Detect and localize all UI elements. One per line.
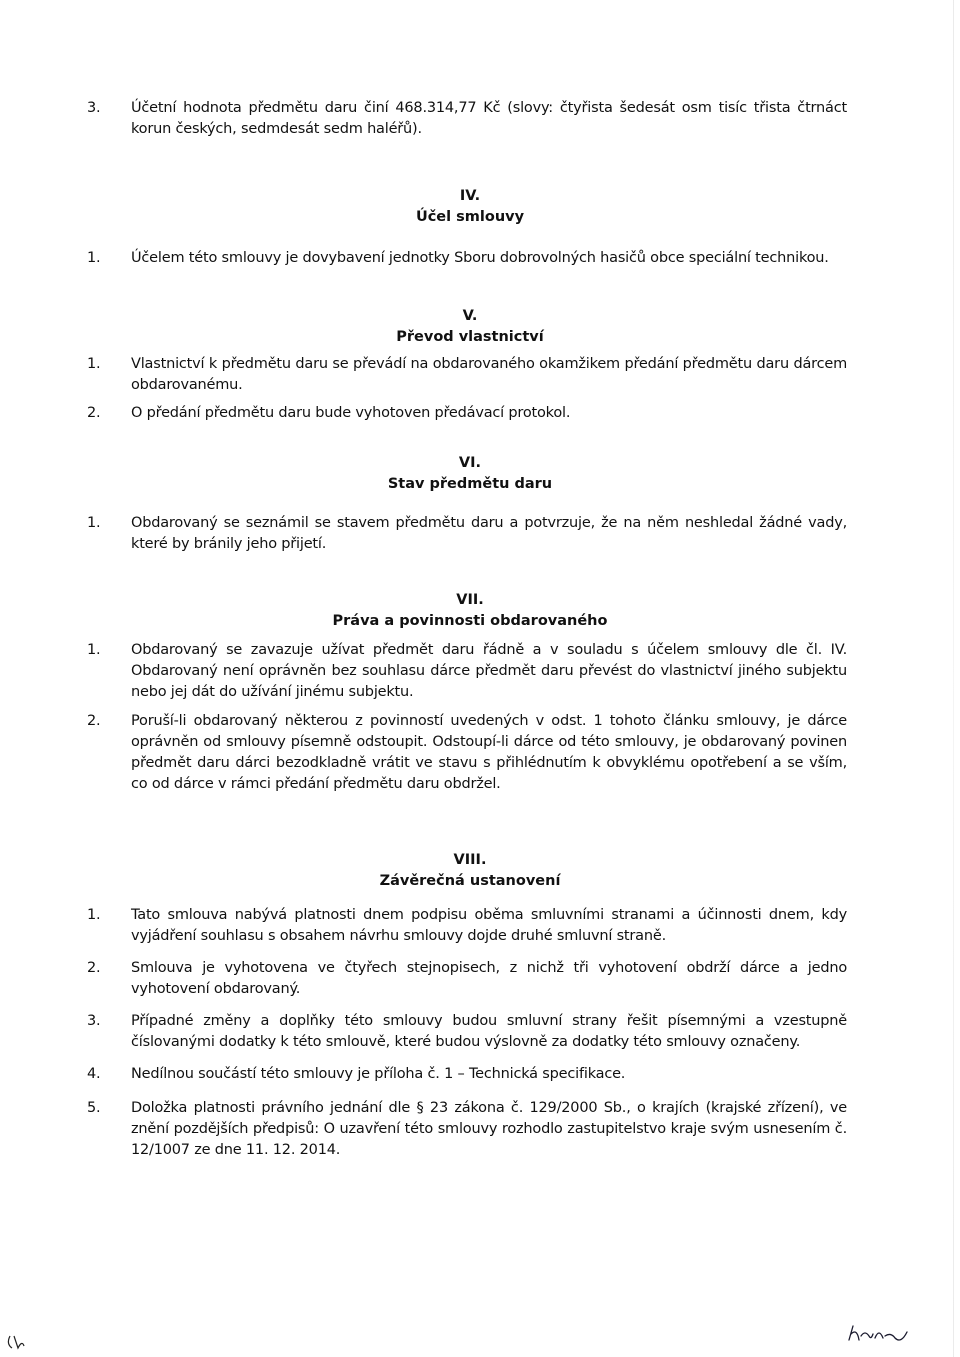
item-number: 1. (87, 356, 101, 372)
section-viii-title: Závěrečná ustanovení (379, 873, 561, 889)
item-text: Obdarovaný se zavazuje užívat předmět daru řádně a v souladu s účelem smlouvy dle čl. IV. Obdarovaný není oprávněn bez souhlasu dárce předmět daru převést do vlastnictví jiného subjektu nebo jej dát do užívání jinému subjektu. (131, 642, 847, 700)
item-number: 3. (87, 1013, 101, 1029)
item-number: 1. (87, 515, 101, 531)
item-text: O předání předmětu daru bude vyhotoven předávací protokol. (131, 405, 571, 421)
item-text: Účelem této smlouvy je dovybavení jednotky Sboru dobrovolných hasičů obce speciální technikou. (131, 250, 829, 266)
item-number: 3. (87, 100, 101, 116)
item-text: Účetní hodnota předmětu daru činí 468.314,77 Kč (slovy: čtyřista šedesát osm tisíc třista čtrnáct korun českých, sedmdesát sedm haléřů). (131, 100, 847, 137)
section-iv-item-1 (87, 248, 847, 269)
section-vi-heading (220, 453, 720, 495)
item-number: 2. (87, 960, 101, 976)
item-3-accounting-value (87, 98, 847, 140)
section-viii-item-4 (87, 1064, 847, 1085)
item-text: Smlouva je vyhotovena ve čtyřech stejnopisech, z nichž tři vyhotovení obdrží dárce a jedno vyhotovení obdarovaný. (131, 960, 847, 997)
item-text: Poruší-li obdarovaný některou z povinností uvedených v odst. 1 tohoto článku smlouvy, je dárce oprávněn od smlouvy písemně odstoupit. Odstoupí-li dárce od této smlouvy, je obdarovaný povinen předmět daru dárci bezodkladně vrátit ve stavu s přihlédnutím k obvyklému opotřebení a se vším, co od dárce v rámci předání předmětu daru obdržel. (131, 713, 847, 792)
section-viii-item-1 (87, 905, 847, 947)
item-text: Případné změny a doplňky této smlouvy budou smluvní strany řešit písemnými a vzestupně číslovanými dodatky k této smlouvě, které budou výslovně za dodatky této smlouvy označeny. (131, 1013, 847, 1050)
item-text: Vlastnictví k předmětu daru se převádí na obdarovaného okamžikem předání předmětu daru dárcem obdarovanému. (131, 356, 847, 393)
section-viii-item-2 (87, 958, 847, 1000)
item-text: Nedílnou součástí této smlouvy je příloha č. 1 – Technická specifikace. (131, 1066, 626, 1082)
section-vi-title: Stav předmětu daru (387, 476, 553, 492)
section-vi-number: VI. (458, 455, 482, 471)
section-vii-number: VII. (456, 592, 484, 608)
section-v-heading (220, 306, 720, 348)
section-iv-title: Účel smlouvy (415, 209, 525, 225)
item-number: 2. (87, 405, 101, 421)
section-v-item-1 (87, 354, 847, 396)
item-number: 1. (87, 250, 101, 266)
item-number: 4. (87, 1066, 101, 1082)
section-vii-item-2 (87, 711, 847, 795)
section-iv-heading (220, 186, 720, 228)
section-viii-item-3 (87, 1011, 847, 1053)
section-viii-item-5 (87, 1098, 847, 1161)
section-v-item-2 (87, 403, 847, 424)
item-text: Doložka platnosti právního jednání dle § 23 zákona č. 129/2000 Sb., o krajích (krajské zřízení), ve znění pozdějších předpisů: O uzavření této smlouvy rozhodlo zastupitelstvo kraje svým usnesením č. 12/1007 ze dne 11. 12. 2014. (131, 1100, 847, 1158)
item-number: 1. (87, 907, 101, 923)
section-vi-item-1 (87, 513, 847, 555)
item-text: Obdarovaný se seznámil se stavem předmětu daru a potvrzuje, že na něm neshledal žádné vady, které by bránily jeho přijetí. (131, 515, 847, 552)
handwritten-initial-mark (4, 1330, 32, 1354)
section-vii-heading (220, 590, 720, 632)
item-number: 2. (87, 713, 101, 729)
section-iv-number: IV. (459, 188, 481, 204)
section-vii-title: Práva a povinnosti obdarovaného (332, 613, 608, 629)
item-number: 1. (87, 642, 101, 658)
section-v-number: V. (462, 308, 478, 324)
item-text: Tato smlouva nabývá platnosti dnem podpisu oběma smluvními stranami a účinnosti dnem, kdy vyjádření souhlasu s obsahem návrhu smlouvy dojde druhé smluvní straně. (131, 907, 847, 944)
scan-edge-line (953, 0, 954, 1357)
section-vii-item-1 (87, 640, 847, 703)
section-viii-number: VIII. (453, 852, 487, 868)
item-number: 5. (87, 1100, 101, 1116)
section-v-title: Převod vlastnictví (396, 329, 544, 345)
section-viii-heading (220, 850, 720, 892)
handwritten-signature (845, 1318, 915, 1348)
